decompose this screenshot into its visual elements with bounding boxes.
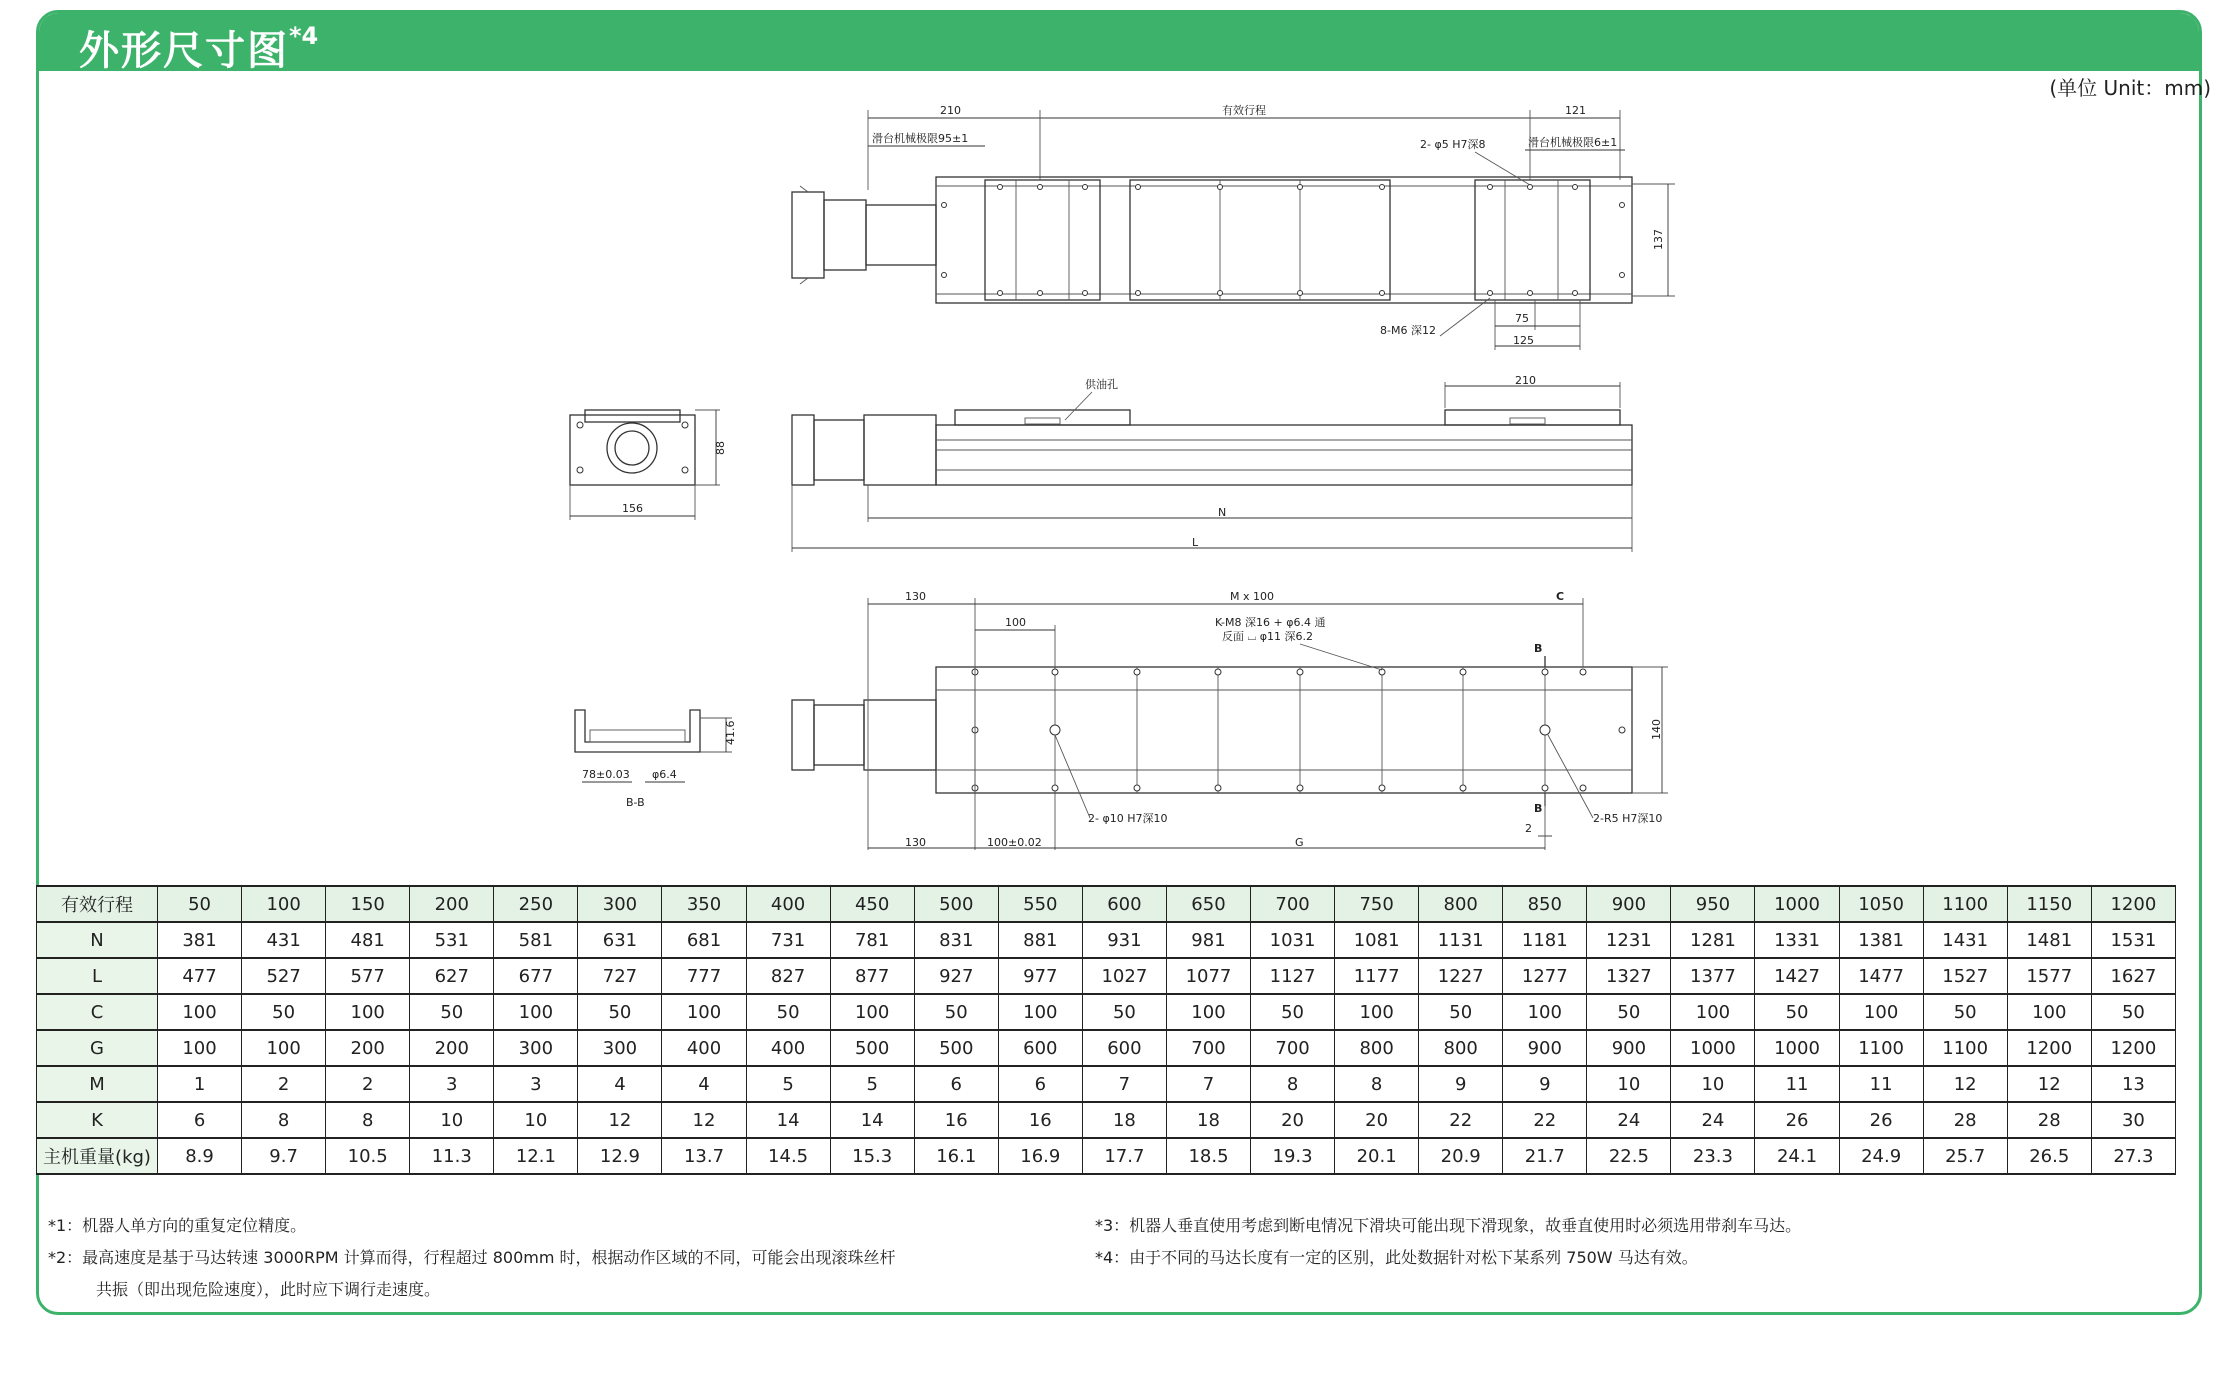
dim-88: 88 xyxy=(714,441,727,455)
table-cell: 1327 xyxy=(1587,958,1671,994)
table-cell: 1050 xyxy=(1839,886,1923,922)
table-cell: 550 xyxy=(998,886,1082,922)
note-r5: 2-R5 H7深10 xyxy=(1593,812,1663,825)
table-cell: 13.7 xyxy=(662,1138,746,1174)
table-cell: 1100 xyxy=(1923,886,2007,922)
table-cell: 700 xyxy=(1251,886,1335,922)
table-cell: 850 xyxy=(1503,886,1587,922)
table-cell: 450 xyxy=(830,886,914,922)
table-cell: 100 xyxy=(2007,994,2091,1030)
table-cell: 727 xyxy=(578,958,662,994)
top-mount-holes xyxy=(942,185,1625,296)
table-cell: 13 xyxy=(2091,1066,2175,1102)
bottom-base xyxy=(936,667,1632,793)
table-cell: 900 xyxy=(1503,1030,1587,1066)
table-cell: 800 xyxy=(1419,886,1503,922)
table-cell: 1027 xyxy=(1082,958,1166,994)
table-row xyxy=(37,886,2176,922)
section-b-b xyxy=(575,710,737,809)
label-B-bottom: B xyxy=(1534,802,1543,815)
table-cell: 20.1 xyxy=(1335,1138,1419,1174)
note-km8-line1: K-M8 深16 + φ6.4 通 xyxy=(1215,616,1326,629)
table-cell: 16.9 xyxy=(998,1138,1082,1174)
title-footnote-mark: *4 xyxy=(289,21,319,50)
table-cell: 16.1 xyxy=(914,1138,998,1174)
table-cell: 900 xyxy=(1587,886,1671,922)
table-cell: 1427 xyxy=(1755,958,1839,994)
table-cell: 250 xyxy=(494,886,578,922)
note-pin-10: 2- φ10 H7深10 xyxy=(1088,812,1168,825)
row-header: G xyxy=(37,1030,158,1066)
top-slider-left xyxy=(985,180,1100,300)
table-cell: 431 xyxy=(242,922,326,958)
footnote-2-line1: *2：最高速度是基于马达转速 3000RPM 计算而得，行程超过 800mm 时，根据动作区域的不同，可能会出现滚珠丝杆 xyxy=(48,1248,896,1267)
top-base xyxy=(936,177,1632,303)
side-coupling xyxy=(864,415,936,485)
unit-label: (单位 Unit：mm) xyxy=(2049,76,2211,100)
table-cell: 50 xyxy=(1082,994,1166,1030)
table-cell: 5 xyxy=(830,1066,914,1102)
table-cell: 150 xyxy=(326,886,410,922)
table-cell: 531 xyxy=(410,922,494,958)
table-cell: 1200 xyxy=(2091,1030,2175,1066)
table-cell: 16 xyxy=(914,1102,998,1138)
table-cell: 950 xyxy=(1671,886,1755,922)
table-cell: 50 xyxy=(914,994,998,1030)
table-cell: 18 xyxy=(1082,1102,1166,1138)
table-cell: 50 xyxy=(578,994,662,1030)
dim-m-x-100: M x 100 xyxy=(1230,590,1274,603)
table-cell: 800 xyxy=(1419,1030,1503,1066)
table-cell: 1281 xyxy=(1671,922,1755,958)
table-cell: 827 xyxy=(746,958,830,994)
table-cell: 200 xyxy=(410,886,494,922)
table-cell: 17.7 xyxy=(1082,1138,1166,1174)
footnote-4: *4：由于不同的马达长度有一定的区别，此处数据针对松下某系列 750W 马达有效。 xyxy=(1095,1248,1698,1267)
table-cell: 22 xyxy=(1419,1102,1503,1138)
table-cell: 24 xyxy=(1587,1102,1671,1138)
table-cell: 19.3 xyxy=(1251,1138,1335,1174)
side-slider-left xyxy=(955,410,1130,425)
table-cell: 3 xyxy=(494,1066,578,1102)
table-cell: 50 xyxy=(410,994,494,1030)
table-cell: 1277 xyxy=(1503,958,1587,994)
table-row xyxy=(37,958,2176,994)
row-header: 主机重量(kg) xyxy=(37,1138,158,1174)
table-cell: 100 xyxy=(662,994,746,1030)
table-cell: 350 xyxy=(662,886,746,922)
table-cell: 9.7 xyxy=(242,1138,326,1174)
table-cell: 100 xyxy=(1503,994,1587,1030)
footnotes-left xyxy=(48,1210,1098,1306)
table-cell: 600 xyxy=(998,1030,1082,1066)
table-cell: 1627 xyxy=(2091,958,2175,994)
dim-121: 121 xyxy=(1565,104,1586,117)
table-cell: 12 xyxy=(578,1102,662,1138)
table-cell: 8 xyxy=(1251,1066,1335,1102)
table-cell: 12.9 xyxy=(578,1138,662,1174)
table-cell: 100 xyxy=(1335,994,1419,1030)
table-cell: 1377 xyxy=(1671,958,1755,994)
table-cell: 26.5 xyxy=(2007,1138,2091,1174)
table-cell: 600 xyxy=(1082,1030,1166,1066)
table-cell: 11 xyxy=(1839,1066,1923,1102)
table-cell: 24.1 xyxy=(1755,1138,1839,1174)
table-cell: 831 xyxy=(914,922,998,958)
table-cell: 700 xyxy=(1166,1030,1250,1066)
table-cell: 20.9 xyxy=(1419,1138,1503,1174)
section-label-bb: B-B xyxy=(626,796,645,809)
label-oil-hole: 供油孔 xyxy=(1085,378,1118,391)
dim-100: 100 xyxy=(1005,616,1026,629)
footnotes-right xyxy=(1095,1210,2145,1274)
table-row xyxy=(37,1138,2176,1174)
table-cell: 1000 xyxy=(1755,886,1839,922)
table-cell: 781 xyxy=(830,922,914,958)
dim-stroke-label: 有效行程 xyxy=(1222,104,1266,117)
table-cell: 100 xyxy=(830,994,914,1030)
table-cell: 10 xyxy=(410,1102,494,1138)
dim-156: 156 xyxy=(622,502,643,515)
dim-C: C xyxy=(1556,590,1565,603)
table-cell: 100 xyxy=(494,994,578,1030)
table-cell: 50 xyxy=(1419,994,1503,1030)
table-cell: 18 xyxy=(1166,1102,1250,1138)
table-cell: 100 xyxy=(1839,994,1923,1030)
bottom-m8-holes xyxy=(972,669,1625,791)
table-cell: 23.3 xyxy=(1671,1138,1755,1174)
table-cell: 22 xyxy=(1503,1102,1587,1138)
table-cell: 26 xyxy=(1755,1102,1839,1138)
row-header: N xyxy=(37,922,158,958)
table-row xyxy=(37,1102,2176,1138)
note-km8-line2: 反面 ⌴ φ11 深6.2 xyxy=(1222,630,1314,643)
table-cell: 8 xyxy=(326,1102,410,1138)
table-cell: 381 xyxy=(158,922,242,958)
side-base xyxy=(936,425,1632,485)
table-cell: 25.7 xyxy=(1923,1138,2007,1174)
table-cell: 700 xyxy=(1251,1030,1335,1066)
table-cell: 527 xyxy=(242,958,326,994)
table-cell: 300 xyxy=(578,886,662,922)
table-cell: 100 xyxy=(242,886,326,922)
table-cell: 4 xyxy=(578,1066,662,1102)
table-cell: 100 xyxy=(1671,994,1755,1030)
bottom-pin-hole-left xyxy=(1050,725,1060,735)
table-cell: 1577 xyxy=(2007,958,2091,994)
table-cell: 1131 xyxy=(1419,922,1503,958)
spec-table xyxy=(36,885,2176,1175)
table-cell: 11 xyxy=(1755,1066,1839,1102)
row-header: K xyxy=(37,1102,158,1138)
table-cell: 600 xyxy=(1082,886,1166,922)
table-cell: 50 xyxy=(746,994,830,1030)
table-cell: 650 xyxy=(1166,886,1250,922)
table-cell: 8 xyxy=(1335,1066,1419,1102)
table-cell: 50 xyxy=(1251,994,1335,1030)
table-cell: 300 xyxy=(494,1030,578,1066)
note-limit-right: 滑台机械极限6±1 xyxy=(1528,136,1618,149)
table-cell: 8.9 xyxy=(158,1138,242,1174)
table-cell: 977 xyxy=(998,958,1082,994)
table-cell: 20 xyxy=(1251,1102,1335,1138)
bottom-pin-hole-right xyxy=(1540,725,1550,735)
table-cell: 1481 xyxy=(2007,922,2091,958)
dim-210-top: 210 xyxy=(940,104,961,117)
table-cell: 500 xyxy=(830,1030,914,1066)
top-motor-body xyxy=(824,200,866,270)
table-cell: 20 xyxy=(1335,1102,1419,1138)
dim-2: 2 xyxy=(1525,822,1532,835)
label-B-top: B xyxy=(1534,642,1543,655)
table-cell: 11.3 xyxy=(410,1138,494,1174)
table-cell: 500 xyxy=(914,1030,998,1066)
table-cell: 50 xyxy=(1755,994,1839,1030)
table-cell: 16 xyxy=(998,1102,1082,1138)
table-cell: 1200 xyxy=(2091,886,2175,922)
table-cell: 631 xyxy=(578,922,662,958)
row-header: 有效行程 xyxy=(37,886,158,922)
table-cell: 581 xyxy=(494,922,578,958)
table-cell: 22.5 xyxy=(1587,1138,1671,1174)
table-cell: 1477 xyxy=(1839,958,1923,994)
table-cell: 2 xyxy=(242,1066,326,1102)
table-cell: 1100 xyxy=(1839,1030,1923,1066)
table-row xyxy=(37,922,2176,958)
table-cell: 1531 xyxy=(2091,922,2175,958)
table-cell: 12.1 xyxy=(494,1138,578,1174)
dim-N: N xyxy=(1218,506,1227,519)
table-cell: 1231 xyxy=(1587,922,1671,958)
table-cell: 50 xyxy=(1923,994,2007,1030)
table-cell: 731 xyxy=(746,922,830,958)
table-cell: 400 xyxy=(662,1030,746,1066)
footnote-3: *3：机器人垂直使用考虑到断电情况下滑块可能出现下滑现象，故垂直使用时必须选用带刹车马达。 xyxy=(1095,1216,1802,1235)
page-title: 外形尺寸图$^{*4}$ xyxy=(79,21,319,74)
table-cell: 26 xyxy=(1839,1102,1923,1138)
dim-130-top: 130 xyxy=(905,590,926,603)
table-cell: 27.3 xyxy=(2091,1138,2175,1174)
table-cell: 750 xyxy=(1335,886,1419,922)
table-cell: 10.5 xyxy=(326,1138,410,1174)
dim-G: G xyxy=(1295,836,1304,849)
table-cell: 14.5 xyxy=(746,1138,830,1174)
table-cell: 677 xyxy=(494,958,578,994)
table-cell: 1431 xyxy=(1923,922,2007,958)
table-cell: 481 xyxy=(326,922,410,958)
table-cell: 9 xyxy=(1503,1066,1587,1102)
row-header: C xyxy=(37,994,158,1030)
table-cell: 477 xyxy=(158,958,242,994)
side-view xyxy=(792,374,1632,552)
dim-210-side: 210 xyxy=(1515,374,1536,387)
row-header: M xyxy=(37,1066,158,1102)
table-cell: 881 xyxy=(998,922,1082,958)
dim-130-bottom: 130 xyxy=(905,836,926,849)
table-cell: 1381 xyxy=(1839,922,1923,958)
dim-75: 75 xyxy=(1515,312,1529,325)
table-cell: 21.7 xyxy=(1503,1138,1587,1174)
table-cell: 12 xyxy=(1923,1066,2007,1102)
table-cell: 981 xyxy=(1166,922,1250,958)
table-cell: 1000 xyxy=(1671,1030,1755,1066)
table-cell: 1150 xyxy=(2007,886,2091,922)
table-cell: 14 xyxy=(746,1102,830,1138)
table-cell: 2 xyxy=(326,1066,410,1102)
bottom-coupling xyxy=(864,700,936,770)
table-cell: 12 xyxy=(2007,1066,2091,1102)
top-cover xyxy=(1130,180,1390,300)
end-body xyxy=(570,415,695,485)
table-row xyxy=(37,1030,2176,1066)
table-cell: 877 xyxy=(830,958,914,994)
table-cell: 6 xyxy=(914,1066,998,1102)
table-row xyxy=(37,994,2176,1030)
dim-137: 137 xyxy=(1652,229,1665,250)
table-cell: 24.9 xyxy=(1839,1138,1923,1174)
table-cell: 200 xyxy=(326,1030,410,1066)
table-cell: 800 xyxy=(1335,1030,1419,1066)
table-cell: 1100 xyxy=(1923,1030,2007,1066)
table-cell: 400 xyxy=(746,886,830,922)
table-cell: 1177 xyxy=(1335,958,1419,994)
top-slider-right xyxy=(1475,180,1590,300)
table-cell: 5 xyxy=(746,1066,830,1102)
side-motor xyxy=(814,420,864,480)
table-cell: 927 xyxy=(914,958,998,994)
table-cell: 1081 xyxy=(1335,922,1419,958)
table-cell: 200 xyxy=(410,1030,494,1066)
dim-125: 125 xyxy=(1513,334,1534,347)
table-cell: 100 xyxy=(242,1030,326,1066)
table-cell: 6 xyxy=(158,1102,242,1138)
table-cell: 1331 xyxy=(1755,922,1839,958)
table-cell: 500 xyxy=(914,886,998,922)
table-cell: 400 xyxy=(746,1030,830,1066)
table-cell: 10 xyxy=(1671,1066,1755,1102)
top-coupling xyxy=(866,205,936,265)
dim-41-6: 41.6 xyxy=(724,720,737,745)
table-cell: 3 xyxy=(410,1066,494,1102)
table-cell: 6 xyxy=(998,1066,1082,1102)
table-cell: 28 xyxy=(1923,1102,2007,1138)
table-cell: 1000 xyxy=(1755,1030,1839,1066)
table-cell: 100 xyxy=(158,994,242,1030)
table-cell: 1181 xyxy=(1503,922,1587,958)
table-cell: 1227 xyxy=(1419,958,1503,994)
table-cell: 10 xyxy=(494,1102,578,1138)
table-cell: 14 xyxy=(830,1102,914,1138)
table-cell: 100 xyxy=(326,994,410,1030)
dim-140: 140 xyxy=(1650,719,1663,740)
table-cell: 577 xyxy=(326,958,410,994)
dim-L: L xyxy=(1192,536,1199,549)
table-cell: 50 xyxy=(2091,994,2175,1030)
table-cell: 1527 xyxy=(1923,958,2007,994)
note-limit-left: 滑台机械极限95±1 xyxy=(872,132,969,145)
side-slider-right xyxy=(1445,410,1620,425)
table-cell: 100 xyxy=(998,994,1082,1030)
dim-100-tolerance: 100±0.02 xyxy=(987,836,1042,849)
dim-phi64: φ6.4 xyxy=(652,768,677,781)
table-cell: 50 xyxy=(242,994,326,1030)
table-cell: 681 xyxy=(662,922,746,958)
note-pin-holes: 2- φ5 H7深8 xyxy=(1420,138,1486,151)
footnote-2-line2: 共振（即出现危险速度），此时应下调行走速度。 xyxy=(96,1280,441,1299)
table-cell: 28 xyxy=(2007,1102,2091,1138)
bottom-view xyxy=(792,590,1668,850)
note-m6-holes: 8-M6 深12 xyxy=(1380,324,1436,337)
table-cell: 627 xyxy=(410,958,494,994)
table-cell: 15.3 xyxy=(830,1138,914,1174)
table-cell: 4 xyxy=(662,1066,746,1102)
table-cell: 100 xyxy=(158,1030,242,1066)
table-cell: 300 xyxy=(578,1030,662,1066)
table-cell: 1 xyxy=(158,1066,242,1102)
table-cell: 8 xyxy=(242,1102,326,1138)
table-cell: 24 xyxy=(1671,1102,1755,1138)
table-cell: 50 xyxy=(158,886,242,922)
bottom-motor xyxy=(814,705,864,765)
top-view xyxy=(792,103,1675,350)
table-cell: 7 xyxy=(1082,1066,1166,1102)
table-cell: 50 xyxy=(1587,994,1671,1030)
table-cell: 1031 xyxy=(1251,922,1335,958)
table-cell: 7 xyxy=(1166,1066,1250,1102)
row-header: L xyxy=(37,958,158,994)
table-cell: 777 xyxy=(662,958,746,994)
footnote-1: *1：机器人单方向的重复定位精度。 xyxy=(48,1216,307,1235)
table-cell: 9 xyxy=(1419,1066,1503,1102)
end-view xyxy=(570,410,727,520)
table-row xyxy=(37,1066,2176,1102)
top-motor-flange xyxy=(792,192,824,278)
table-cell: 100 xyxy=(1166,994,1250,1030)
table-cell: 1077 xyxy=(1166,958,1250,994)
table-cell: 931 xyxy=(1082,922,1166,958)
dim-78: 78±0.03 xyxy=(582,768,630,781)
table-cell: 30 xyxy=(2091,1102,2175,1138)
table-cell: 900 xyxy=(1587,1030,1671,1066)
table-cell: 1200 xyxy=(2007,1030,2091,1066)
table-cell: 1127 xyxy=(1251,958,1335,994)
table-cell: 12 xyxy=(662,1102,746,1138)
table-cell: 10 xyxy=(1587,1066,1671,1102)
table-cell: 18.5 xyxy=(1166,1138,1250,1174)
